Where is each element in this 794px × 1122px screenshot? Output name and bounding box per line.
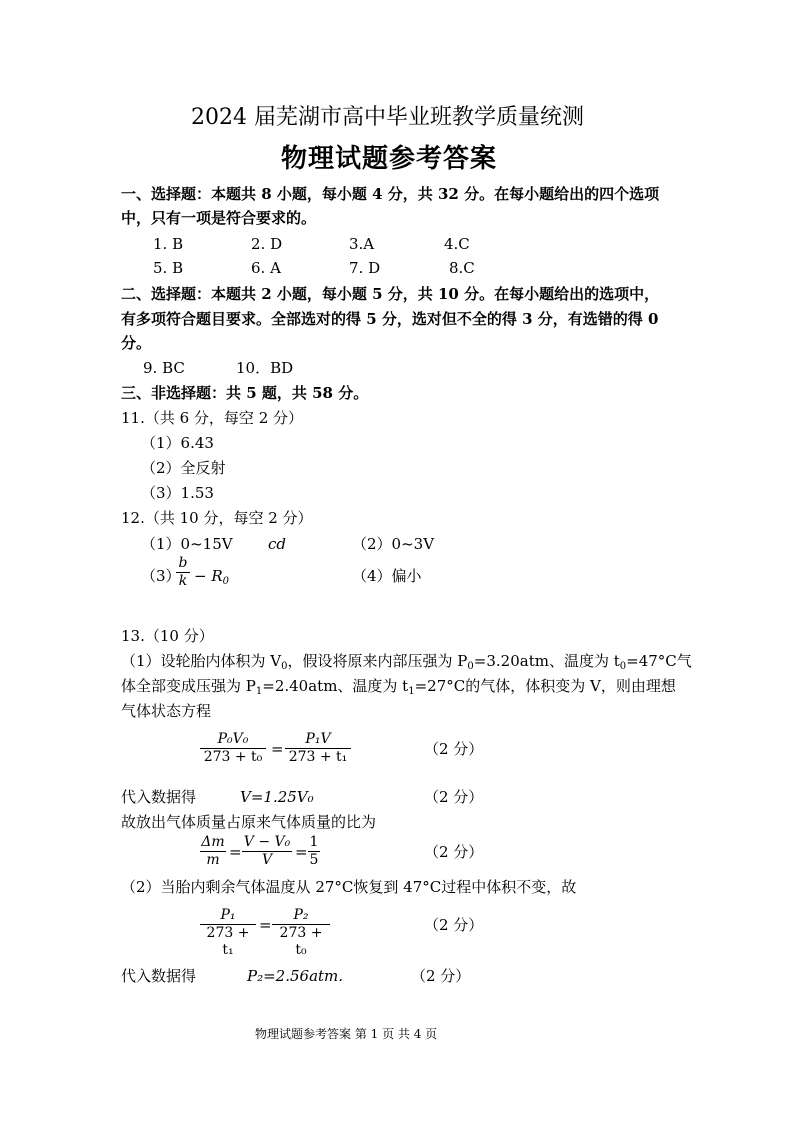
q12-item-4: （4）偏小	[352, 567, 422, 585]
answer-6: 6. A	[251, 259, 281, 277]
section2-heading: 二、选择题：本题共 2 小题，每小题 5 分，共 10 分。在每小题给出的选项中，	[121, 285, 660, 303]
eq1-score: （2 分）	[424, 740, 484, 758]
eq2-a-numerator: Δm	[201, 834, 225, 850]
q13-p2-a: 体全部变成压强为 P	[121, 677, 256, 695]
eq3-right-numerator: P₂	[293, 907, 309, 923]
eq1-right-numerator: P₁V	[305, 731, 331, 747]
q11-title: 11.（共 6 分，每空 2 分）	[121, 409, 304, 427]
answer-5: 5. B	[153, 259, 184, 277]
q12-item-3-label: （3）	[141, 567, 181, 585]
eq1-left-fraction	[200, 731, 266, 766]
eq3-right-denominator: 273 + t₀	[279, 925, 323, 958]
section1-heading-cont: 中，只有一项是符合要求的。	[121, 209, 317, 227]
q12-item-1-terminals: cd	[268, 535, 287, 553]
q13-title: 13.（10 分）	[121, 627, 214, 645]
equals-sign: =	[271, 740, 284, 758]
q13-para-1	[121, 651, 692, 671]
section3-heading: 三、非选择题：共 5 题，共 58 分。	[121, 384, 369, 402]
substitute-score-1: （2 分）	[424, 788, 484, 806]
equals-sign: =	[259, 916, 272, 934]
q13-para-2	[121, 676, 676, 696]
eq2-score: （2 分）	[424, 843, 484, 861]
answer-7: 7. D	[349, 259, 381, 277]
q11-item-2: （2）全反射	[141, 459, 226, 477]
answer-3: 3.A	[349, 235, 375, 253]
equals-sign: =	[229, 843, 242, 861]
subscript-0: 0	[281, 661, 288, 672]
subscript-1: 1	[408, 686, 415, 697]
eq3-right-fraction	[272, 907, 330, 958]
subscript-0: 0	[619, 661, 627, 672]
substitute-value-2: P₂=2.56atm.	[247, 967, 344, 985]
section2-heading-end: 分。	[121, 334, 152, 352]
answer-9: 9. BC	[143, 359, 185, 377]
q12-item-3-resistance	[194, 566, 229, 586]
eq1-left-denominator: 273 + t₀	[203, 749, 263, 765]
section2-heading-cont: 有多项符合题目要求。全部选对的得 5 分，选对但不全的得 3 分，有选错的得 0	[121, 310, 659, 328]
exam-title: 2024 届芜湖市高中毕业班教学质量统测	[191, 105, 584, 130]
answer-4: 4.C	[444, 235, 470, 253]
eq3-score: （2 分）	[424, 916, 484, 934]
eq2-b-denominator: V	[261, 852, 273, 868]
answer-8: 8.C	[449, 259, 475, 277]
q12-item-3-tail: − R	[194, 567, 223, 585]
eq1-right-denominator: 273 + t₁	[288, 749, 348, 765]
q12-item-2: （2）0~3V	[352, 535, 435, 553]
eq2-a-denominator: m	[206, 852, 220, 868]
subscript-1: 1	[255, 686, 263, 697]
eq2-fraction-c	[308, 834, 320, 869]
eq2-c-denominator: 5	[309, 852, 319, 868]
substitute-label-1: 代入数据得	[121, 788, 197, 806]
q11-item-3: （3）1.53	[141, 484, 214, 502]
eq2-fraction-a	[200, 834, 226, 869]
answer-key-title: 物理试题参考答案	[281, 144, 498, 174]
eq1-right-fraction	[285, 731, 351, 766]
eq3-left-fraction	[200, 907, 256, 958]
q12-item-3-subscript: 0	[222, 576, 230, 587]
q13-p1-d: =47°C气	[626, 652, 692, 670]
answer-2: 2. D	[251, 235, 283, 253]
eq3-left-numerator: P₁	[220, 907, 236, 923]
q13-para-3: 气体状态方程	[121, 702, 212, 720]
eq2-fraction-b	[242, 834, 292, 869]
q13-p1-b: ，假设将原来内部压强为 P	[287, 652, 468, 670]
subscript-0: 0	[467, 661, 474, 672]
q12-item-1: （1）0~15V	[141, 535, 233, 553]
part2-text: （2）当胎内剩余气体温度从 27°C恢复到 47°C过程中体积不变，故	[121, 878, 577, 896]
mass-ratio-text: 故放出气体质量占原来气体质量的比为	[121, 813, 377, 831]
q12-title: 12.（共 10 分，每空 2 分）	[121, 509, 313, 527]
q12-item-3-fraction	[176, 555, 190, 590]
eq3-left-denominator: 273 + t₁	[206, 925, 250, 958]
q12-item-3-denominator: k	[178, 573, 188, 589]
answer-10: 10．BD	[236, 359, 294, 377]
page-footer: 物理试题参考答案 第 1 页 共 4 页	[255, 1027, 438, 1041]
substitute-value-1: V=1.25V₀	[240, 788, 314, 806]
equals-sign: =	[295, 843, 308, 861]
q13-p1-a: （1）设轮胎内体积为 V	[121, 652, 282, 670]
eq2-b-numerator: V − V₀	[243, 834, 291, 850]
section1-heading: 一、选择题：本题共 8 小题，每小题 4 分，共 32 分。在每小题给出的四个选项	[121, 185, 660, 203]
eq2-c-numerator: 1	[309, 834, 319, 850]
eq1-left-numerator: P₀V₀	[217, 731, 249, 747]
answer-1: 1. B	[153, 235, 184, 253]
q12-item-3-numerator: b	[178, 555, 188, 571]
q13-p2-c: =27°C的气体，体积变为 V，则由理想	[414, 677, 676, 695]
substitute-score-2: （2 分）	[411, 967, 471, 985]
q13-p1-c: =3.20atm、温度为 t	[473, 652, 620, 670]
q13-p2-b: =2.40atm、温度为 t	[262, 677, 409, 695]
substitute-label-2: 代入数据得	[121, 967, 197, 985]
q11-item-1: （1）6.43	[141, 434, 214, 452]
